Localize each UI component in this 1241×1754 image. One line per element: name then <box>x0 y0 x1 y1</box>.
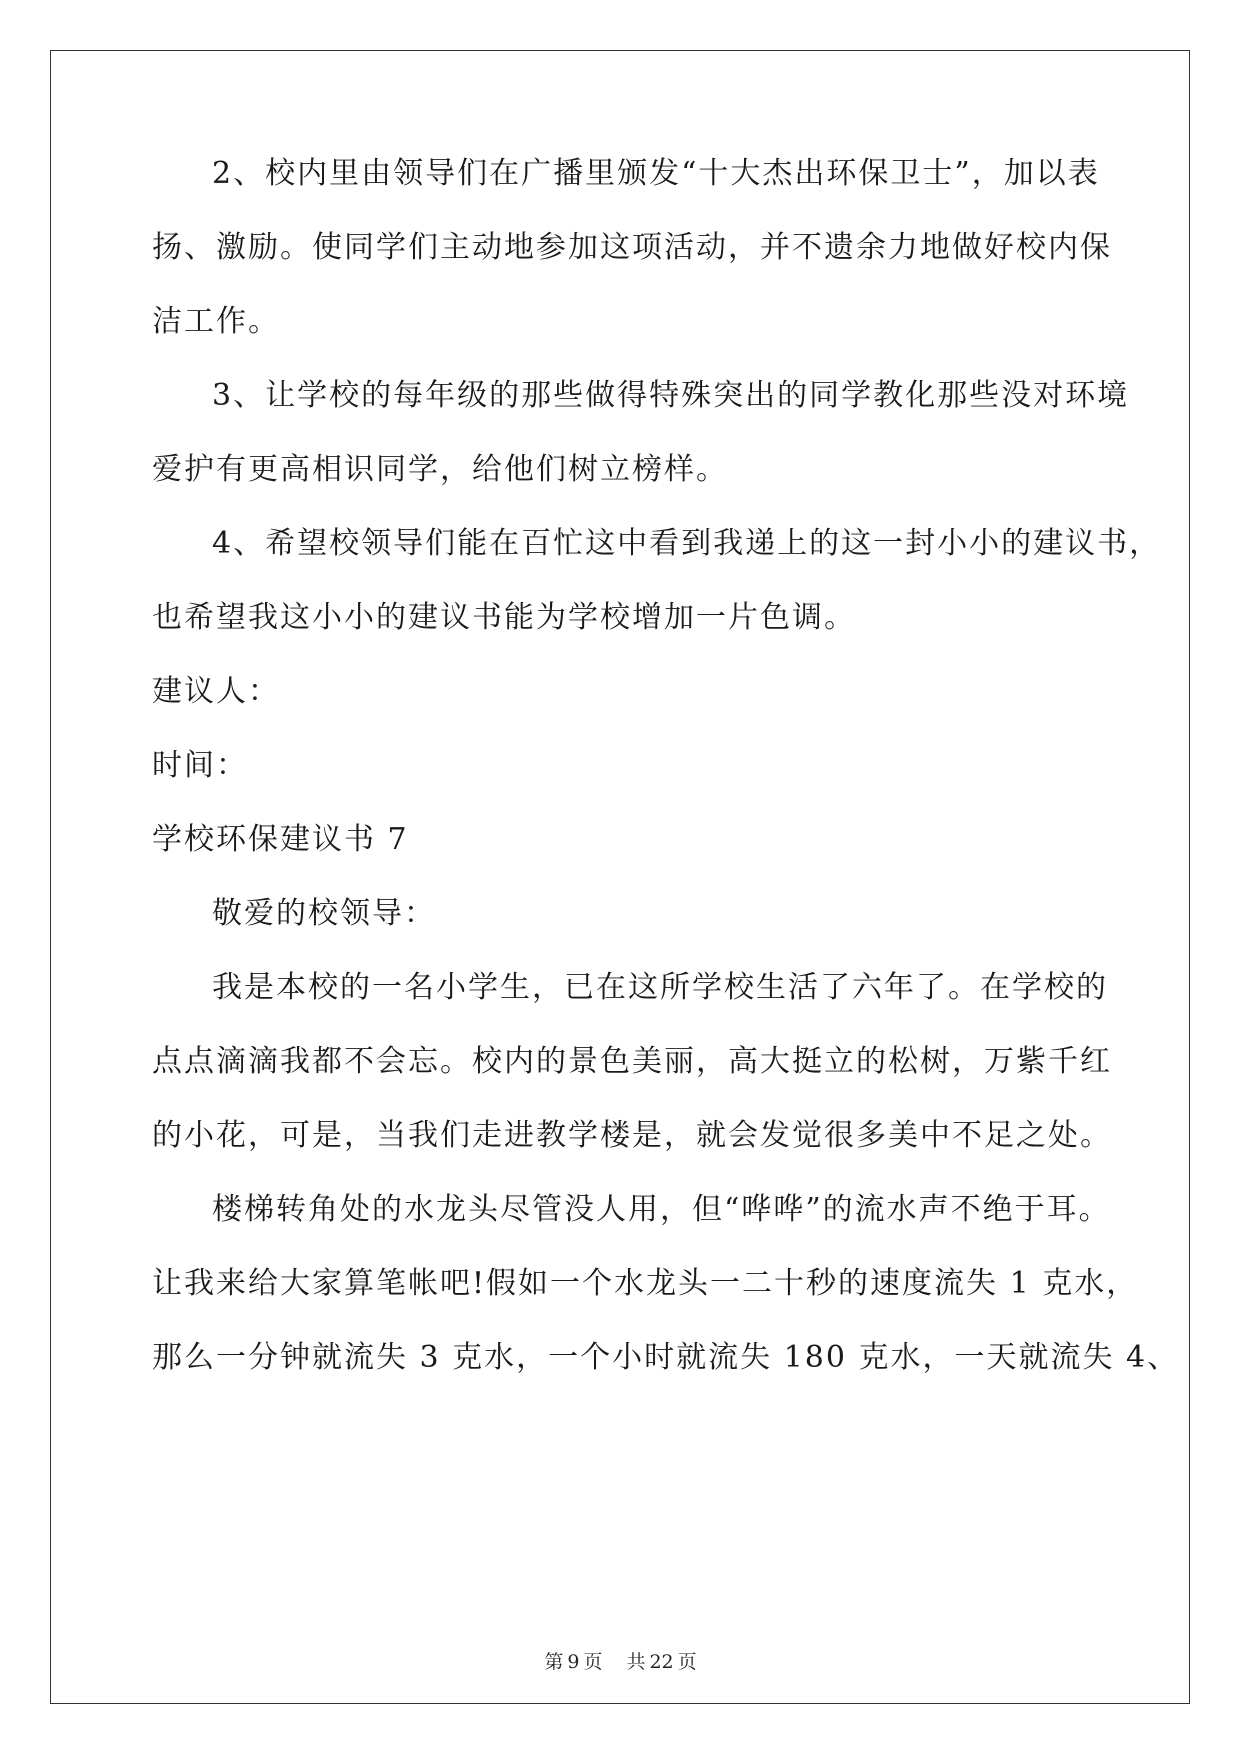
paragraph-line: 也希望我这小小的建议书能为学校增加一片色调。 <box>152 600 856 635</box>
paragraph-line: 让我来给大家算笔帐吧!假如一个水龙头一二十秒的速度流失 1 克水， <box>152 1266 1139 1301</box>
paragraph-line: 爱护有更高相识同学，给他们树立榜样。 <box>152 452 728 487</box>
paragraph-line: 的小花，可是，当我们走进教学楼是，就会发觉很多美中不足之处。 <box>152 1118 1112 1153</box>
paragraph-line: 2、校内里由领导们在广播里颁发“十大杰出环保卫士”，加以表 <box>212 156 1100 191</box>
footer-page-prefix: 第 <box>544 1651 564 1673</box>
paragraph-line: 扬、激励。使同学们主动地参加这项活动，并不遗余力地做好校内保 <box>152 230 1112 265</box>
paragraph-line: 那么一分钟就流失 3 克水，一个小时就流失 180 克水，一天就流失 4、 <box>152 1340 1180 1375</box>
footer-total-number: 22 <box>649 1651 674 1673</box>
signature-label: 建议人： <box>152 674 280 709</box>
paragraph-line: 我是本校的一名小学生，已在这所学校生活了六年了。在学校的 <box>212 970 1108 1005</box>
salutation: 敬爱的校领导： <box>212 896 436 931</box>
footer-page-number: 9 <box>567 1651 580 1673</box>
paragraph-line: 洁工作。 <box>152 304 280 339</box>
footer-total-prefix: 共 <box>626 1651 646 1673</box>
paragraph-line: 楼梯转角处的水龙头尽管没人用，但“哗哗”的流水声不绝于耳。 <box>212 1192 1111 1227</box>
page-border <box>50 50 1190 1704</box>
footer-page-suffix: 页 <box>583 1651 603 1673</box>
paragraph-line: 3、让学校的每年级的那些做得特殊突出的同学教化那些没对环境 <box>212 378 1130 413</box>
footer-total-suffix: 页 <box>677 1651 697 1673</box>
page-footer <box>0 1650 1241 1674</box>
paragraph-line: 点点滴滴我都不会忘。校内的景色美丽，高大挺立的松树，万紫千红 <box>152 1044 1112 1079</box>
date-label: 时间： <box>152 748 248 783</box>
section-title: 学校环保建议书 7 <box>152 822 409 857</box>
paragraph-line: 4、希望校领导们能在百忙这中看到我递上的这一封小小的建议书， <box>212 526 1162 561</box>
